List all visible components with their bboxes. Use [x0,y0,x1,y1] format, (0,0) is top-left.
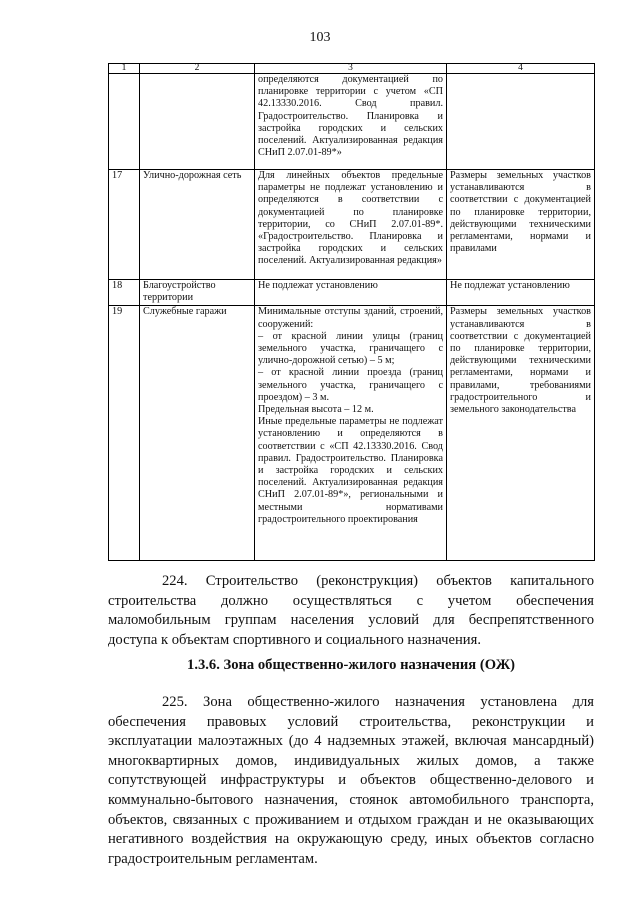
parameters-line: Предельная высота – 12 м. [258,404,374,416]
row-number [109,74,140,170]
row-number: 19 [109,306,140,561]
object-type [140,74,255,170]
section-title: 1.3.6. Зона общественно-жилого назначения (ОЖ) [187,657,515,673]
column-header: 3 [255,64,447,74]
row-number: 17 [109,170,140,280]
parameters-cell: Не подлежат установлению [255,280,447,306]
parameters-line: Иные предельные параметры не подлежат установлению и определяются в соответствии с «СП 42.13330.2016. Свод правил. Градостроительство. Планировка и застройка городских и сельских поселений. Актуализированная редакция СНиП 2.07.01-89*», региональными и местными нормативами градостроительного проектирования [258,416,443,525]
limits-cell: Размеры земельных участков устанавливаются в соответствии с документацией по планировке территории, действующими техническими регламентами, нормами и правилами, требованиями градостроительного и земельного законодательства [447,306,595,561]
table-row [109,74,595,170]
column-header: 2 [140,64,255,74]
parameters-line: – от красной линии проезда (границ земельного участка, граничащего с проездом) – 3 м. [258,367,443,403]
paragraph-224 [108,572,594,650]
object-type: Служебные гаражи [140,306,255,561]
row-number: 18 [109,280,140,306]
parameters-line: – от красной линии улицы (границ земельного участка, граничащего с улично-дорожной сетью) – 5 м; [258,330,443,367]
page-number: 103 [309,30,331,45]
paragraph-224-text: 224. Строительство (реконструкция) объектов капитального строительства должно осуществляться с учетом обеспечения маломобильным группам населения условий для беспрепятственного доступа к объектам спортивного и социального назначения. [108,573,594,648]
limits-cell: Не подлежат установлению [447,280,595,306]
parameters-cell: Для линейных объектов предельные параметры не подлежат установлению и определяются в соответствии с документацией по планировке территории, со СНиП 2.07.01-89*. «Градостроительство. Планировка и застройка городских и сельских поселений. Актуализированная редакция» [255,170,447,280]
object-type: Улично-дорожная сеть [140,170,255,280]
table-header-row [109,64,595,74]
limits-cell [447,74,595,170]
column-header: 1 [109,64,140,74]
object-type: Благоустройство территории [140,280,255,306]
parameters-cell [255,306,447,561]
table-row [109,280,595,306]
paragraph-225-text: 225. Зона общественно-жилого назначения установлена для обеспечения правовых условий строительства, реконструкции и эксплуатации малоэтажных (до 4 надземных этажей, включая мансардный) многоквартирных домов, индивидуальных жилых домов, а также сопутствующей инфраструктуры и объектов общественно-делового и коммунально-бытового назначения, стоянок автомобильного транспорта, объектов, связанных с проживанием и отдыхом граждан и не оказывающих негативного воздействия на окружающую среду, иных объектов согласно градостроительным регламентам. [108,694,594,867]
regulations-table [108,63,595,561]
paragraph-225 [108,693,594,869]
parameters-line: Минимальные отступы зданий, строений, сооружений: [258,306,443,330]
table-row [109,306,595,561]
parameters-cell: определяются документацией по планировке территории с учетом «СП 42.13330.2016. Свод правил. Градостроительство. Планировка и застройка городских и сельских поселений. Актуализированная редакция СНиП 2.07.01-89*» [255,74,447,170]
column-header: 4 [447,64,595,74]
table-row [109,170,595,280]
limits-cell: Размеры земельных участков устанавливаются в соответствии с документацией по планировке территории, действующими техническими регламентами, нормами и правилами [447,170,595,280]
